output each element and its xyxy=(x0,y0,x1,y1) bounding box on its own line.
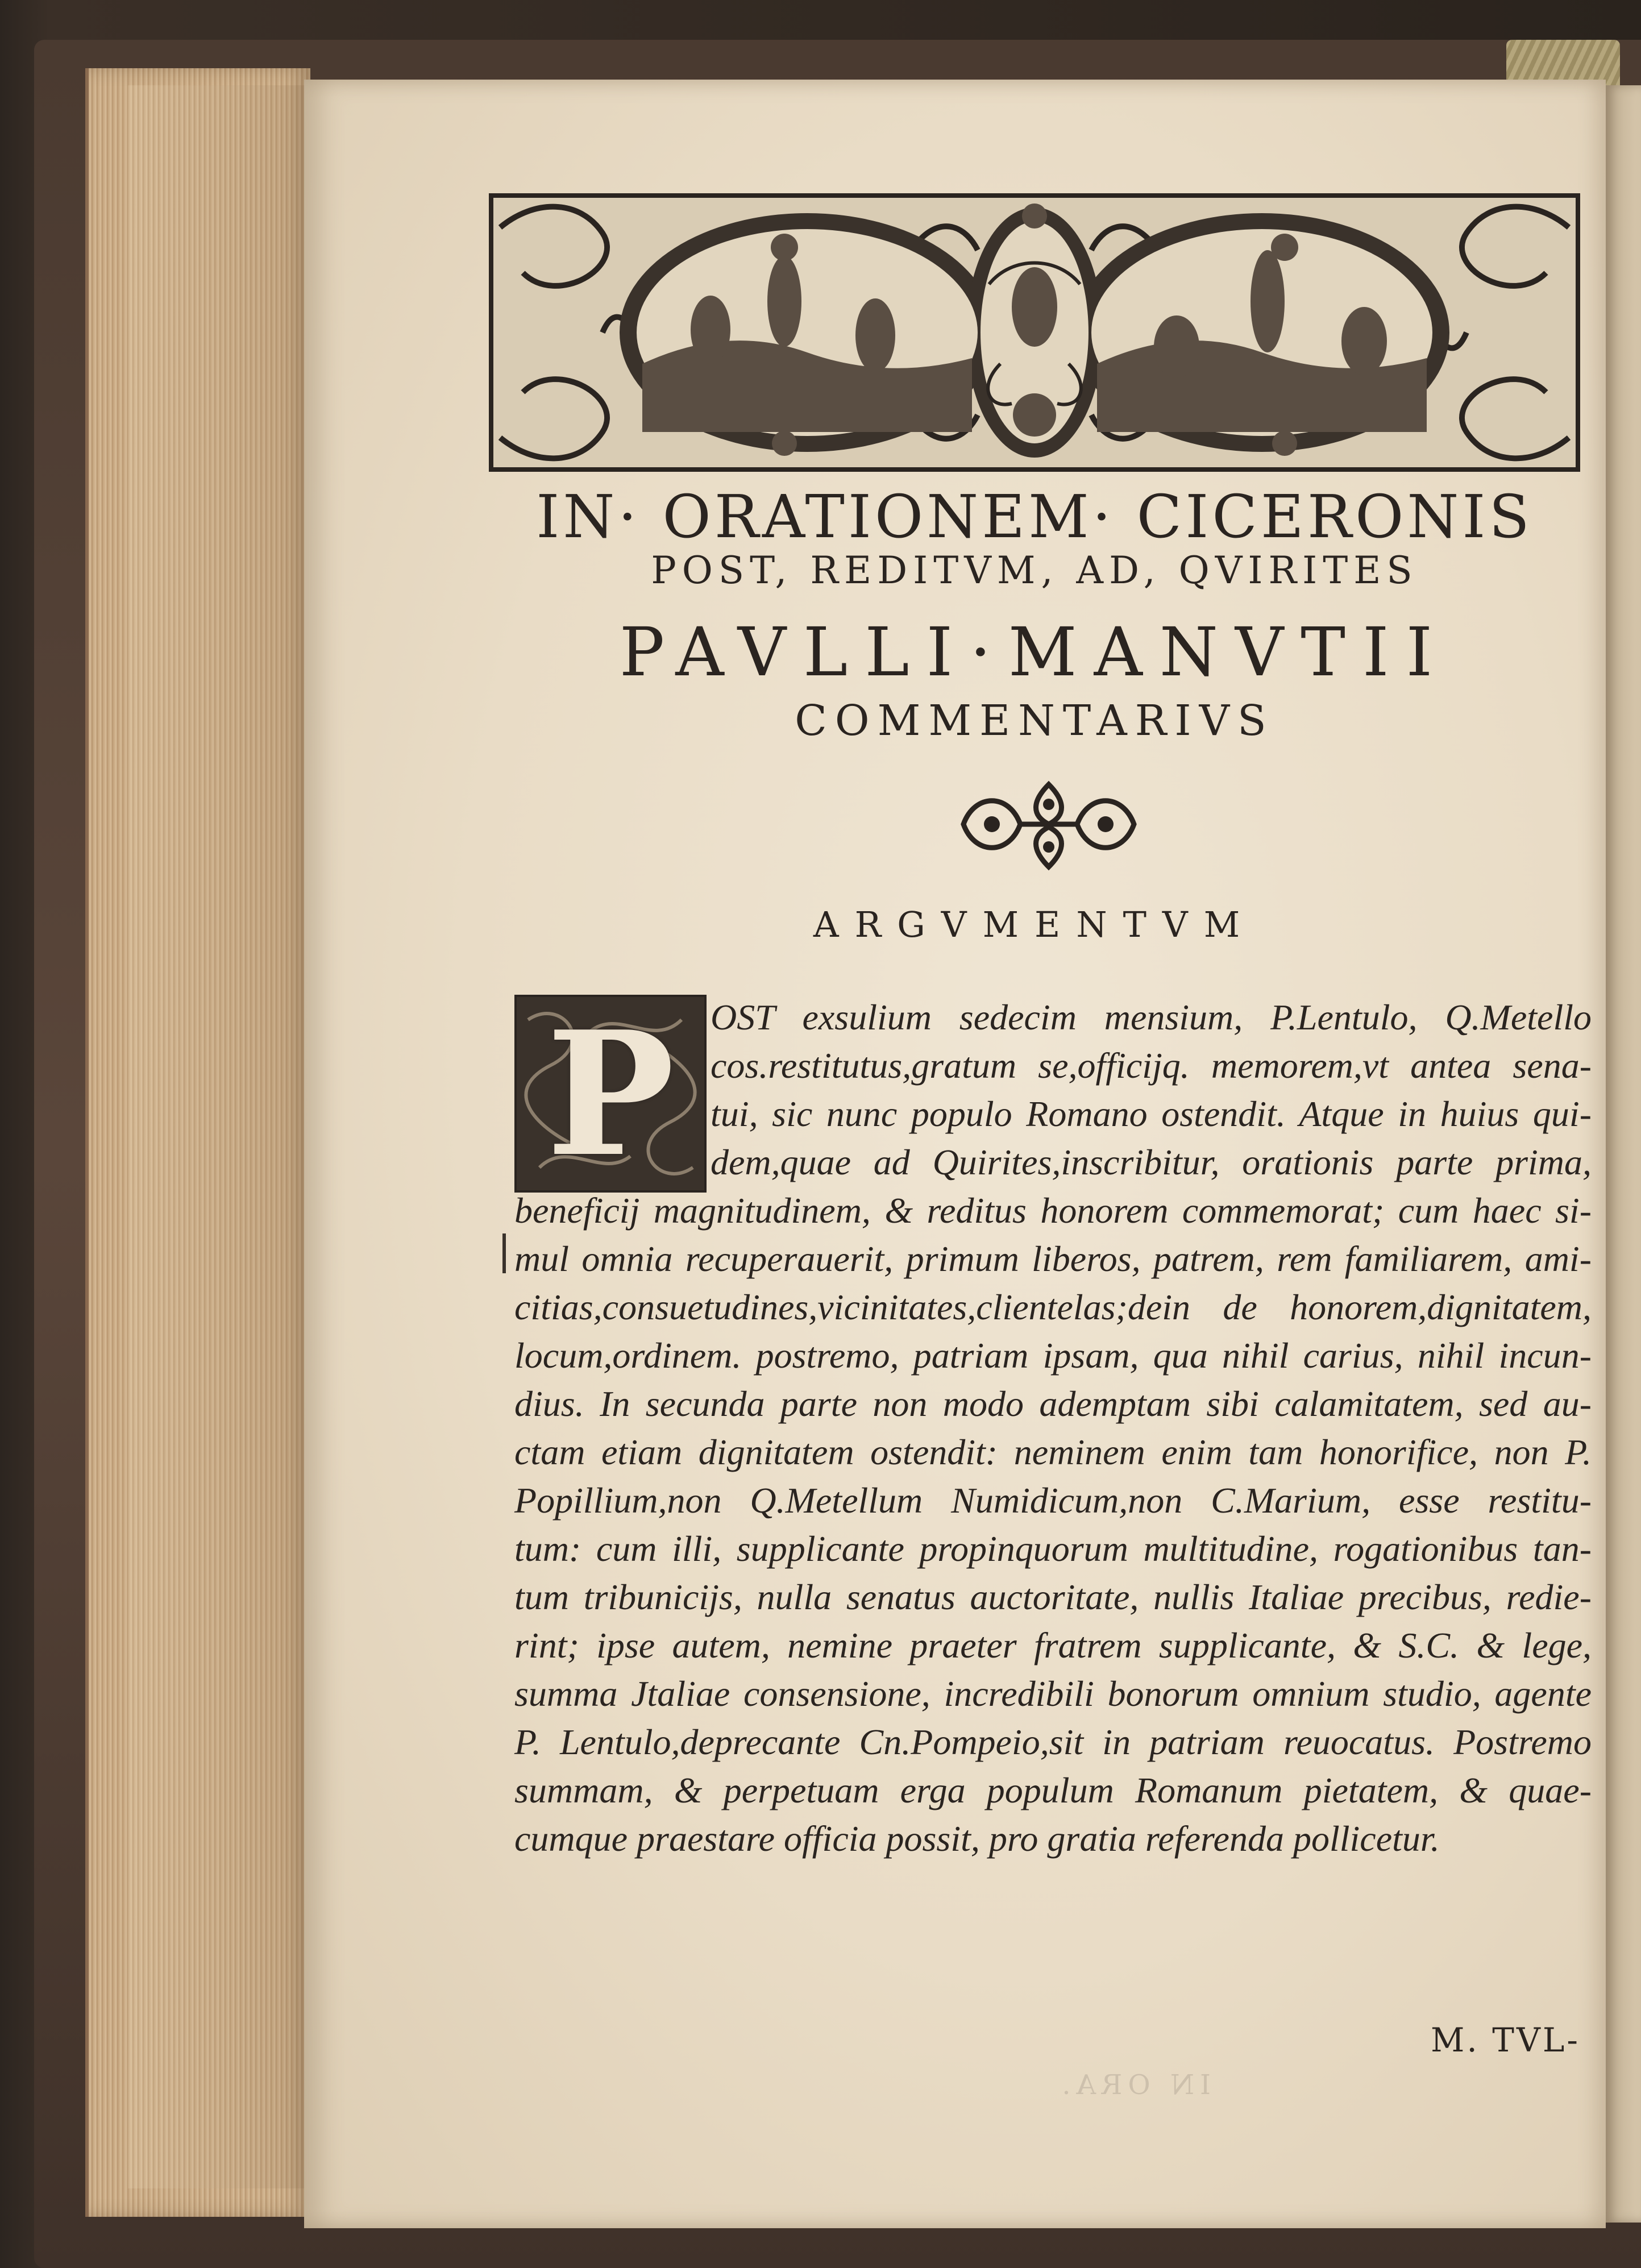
title-line-1: IN· ORATIONEM· CICERONIS xyxy=(536,482,1533,551)
catchword: M. TVL- xyxy=(1431,2021,1580,2059)
body-line-14: rint; ipse autem, nemine praeter fratrem supplicante, & S.C. & lege, xyxy=(514,1625,1592,1665)
body-line-16: P. Lentulo,deprecante Cn.Pompeio,sit in patriam reuocatus. Postremo xyxy=(514,1722,1592,1762)
body-line-7: citias,consuetudines,vicinitates,clientelas;dein de honorem,dignitatem, xyxy=(514,1287,1592,1327)
body-line-8: locum,ordinem. postremo, patriam ipsam, qua nihil carius, nihil incun- xyxy=(514,1335,1592,1376)
fleuron-ornament-icon xyxy=(952,776,1145,875)
decorated-initial-icon xyxy=(514,995,707,1193)
body-line-13: tum tribunicijs, nulla senatus auctoritate, nullis Italiae precibus, redie- xyxy=(514,1577,1592,1617)
title-line-4: COMMENTARIVS xyxy=(795,696,1274,745)
facing-page-edge xyxy=(1606,85,1641,2223)
body-line-12: tum: cum illi, supplicante propinquorum multitudine, rogationibus tan- xyxy=(514,1528,1592,1569)
body-line-11: Popillium,non Q.Metellum Numidicum,non C.Marium, esse restitu- xyxy=(514,1480,1592,1521)
title-line-2: POST, REDITVM, AD, QVIRITES xyxy=(651,549,1418,592)
bleed-through-text: IN ORA. xyxy=(1056,2069,1211,2101)
body-line-18: cumque praestare officia possit, pro gratia referenda pollicetur. xyxy=(514,1818,1440,1859)
body-line-2: cos.restitutus,gratum se,officijq. memorem,vt antea sena- xyxy=(711,1045,1592,1086)
initial-letter: P xyxy=(546,993,675,1194)
body-line-10: ctam etiam dignitatem ostendit: neminem enim tam honorifice, non P. xyxy=(514,1432,1592,1472)
body-line-6: mul omnia recuperauerit, primum liberos, patrem, rem familiarem, ami- xyxy=(514,1239,1592,1279)
title-line-3: PAVLLI·MANVTII xyxy=(619,613,1450,691)
page-edges-highlight xyxy=(128,85,310,2188)
body-line-1: OST exsulium sedecim mensium, P.Lentulo, Q.Metello xyxy=(711,997,1592,1037)
body-line-4: dem,quae ad Quirites,inscribitur, orationis parte prima, xyxy=(711,1142,1592,1182)
body-line-5: beneficij magnitudinem, & reditus honorem commemorat; cum haec si- xyxy=(514,1190,1592,1231)
body-line-3: tui, sic nunc populo Romano ostendit. Atque in huius qui- xyxy=(711,1094,1592,1134)
margin-mark xyxy=(502,1233,506,1273)
section-heading: ARGVMENTVM xyxy=(813,904,1256,945)
body-line-9: dius. In secunda parte non modo ademptam sibi calamitatem, sed au- xyxy=(514,1384,1592,1424)
body-line-15: summa Jtaliae consensione, incredibili bonorum omnium studio, agente xyxy=(514,1673,1592,1714)
body-line-17: summam, & perpetuam erga populum Romanum pietatem, & quae- xyxy=(514,1770,1592,1810)
woodcut-headpiece-icon xyxy=(489,193,1580,472)
